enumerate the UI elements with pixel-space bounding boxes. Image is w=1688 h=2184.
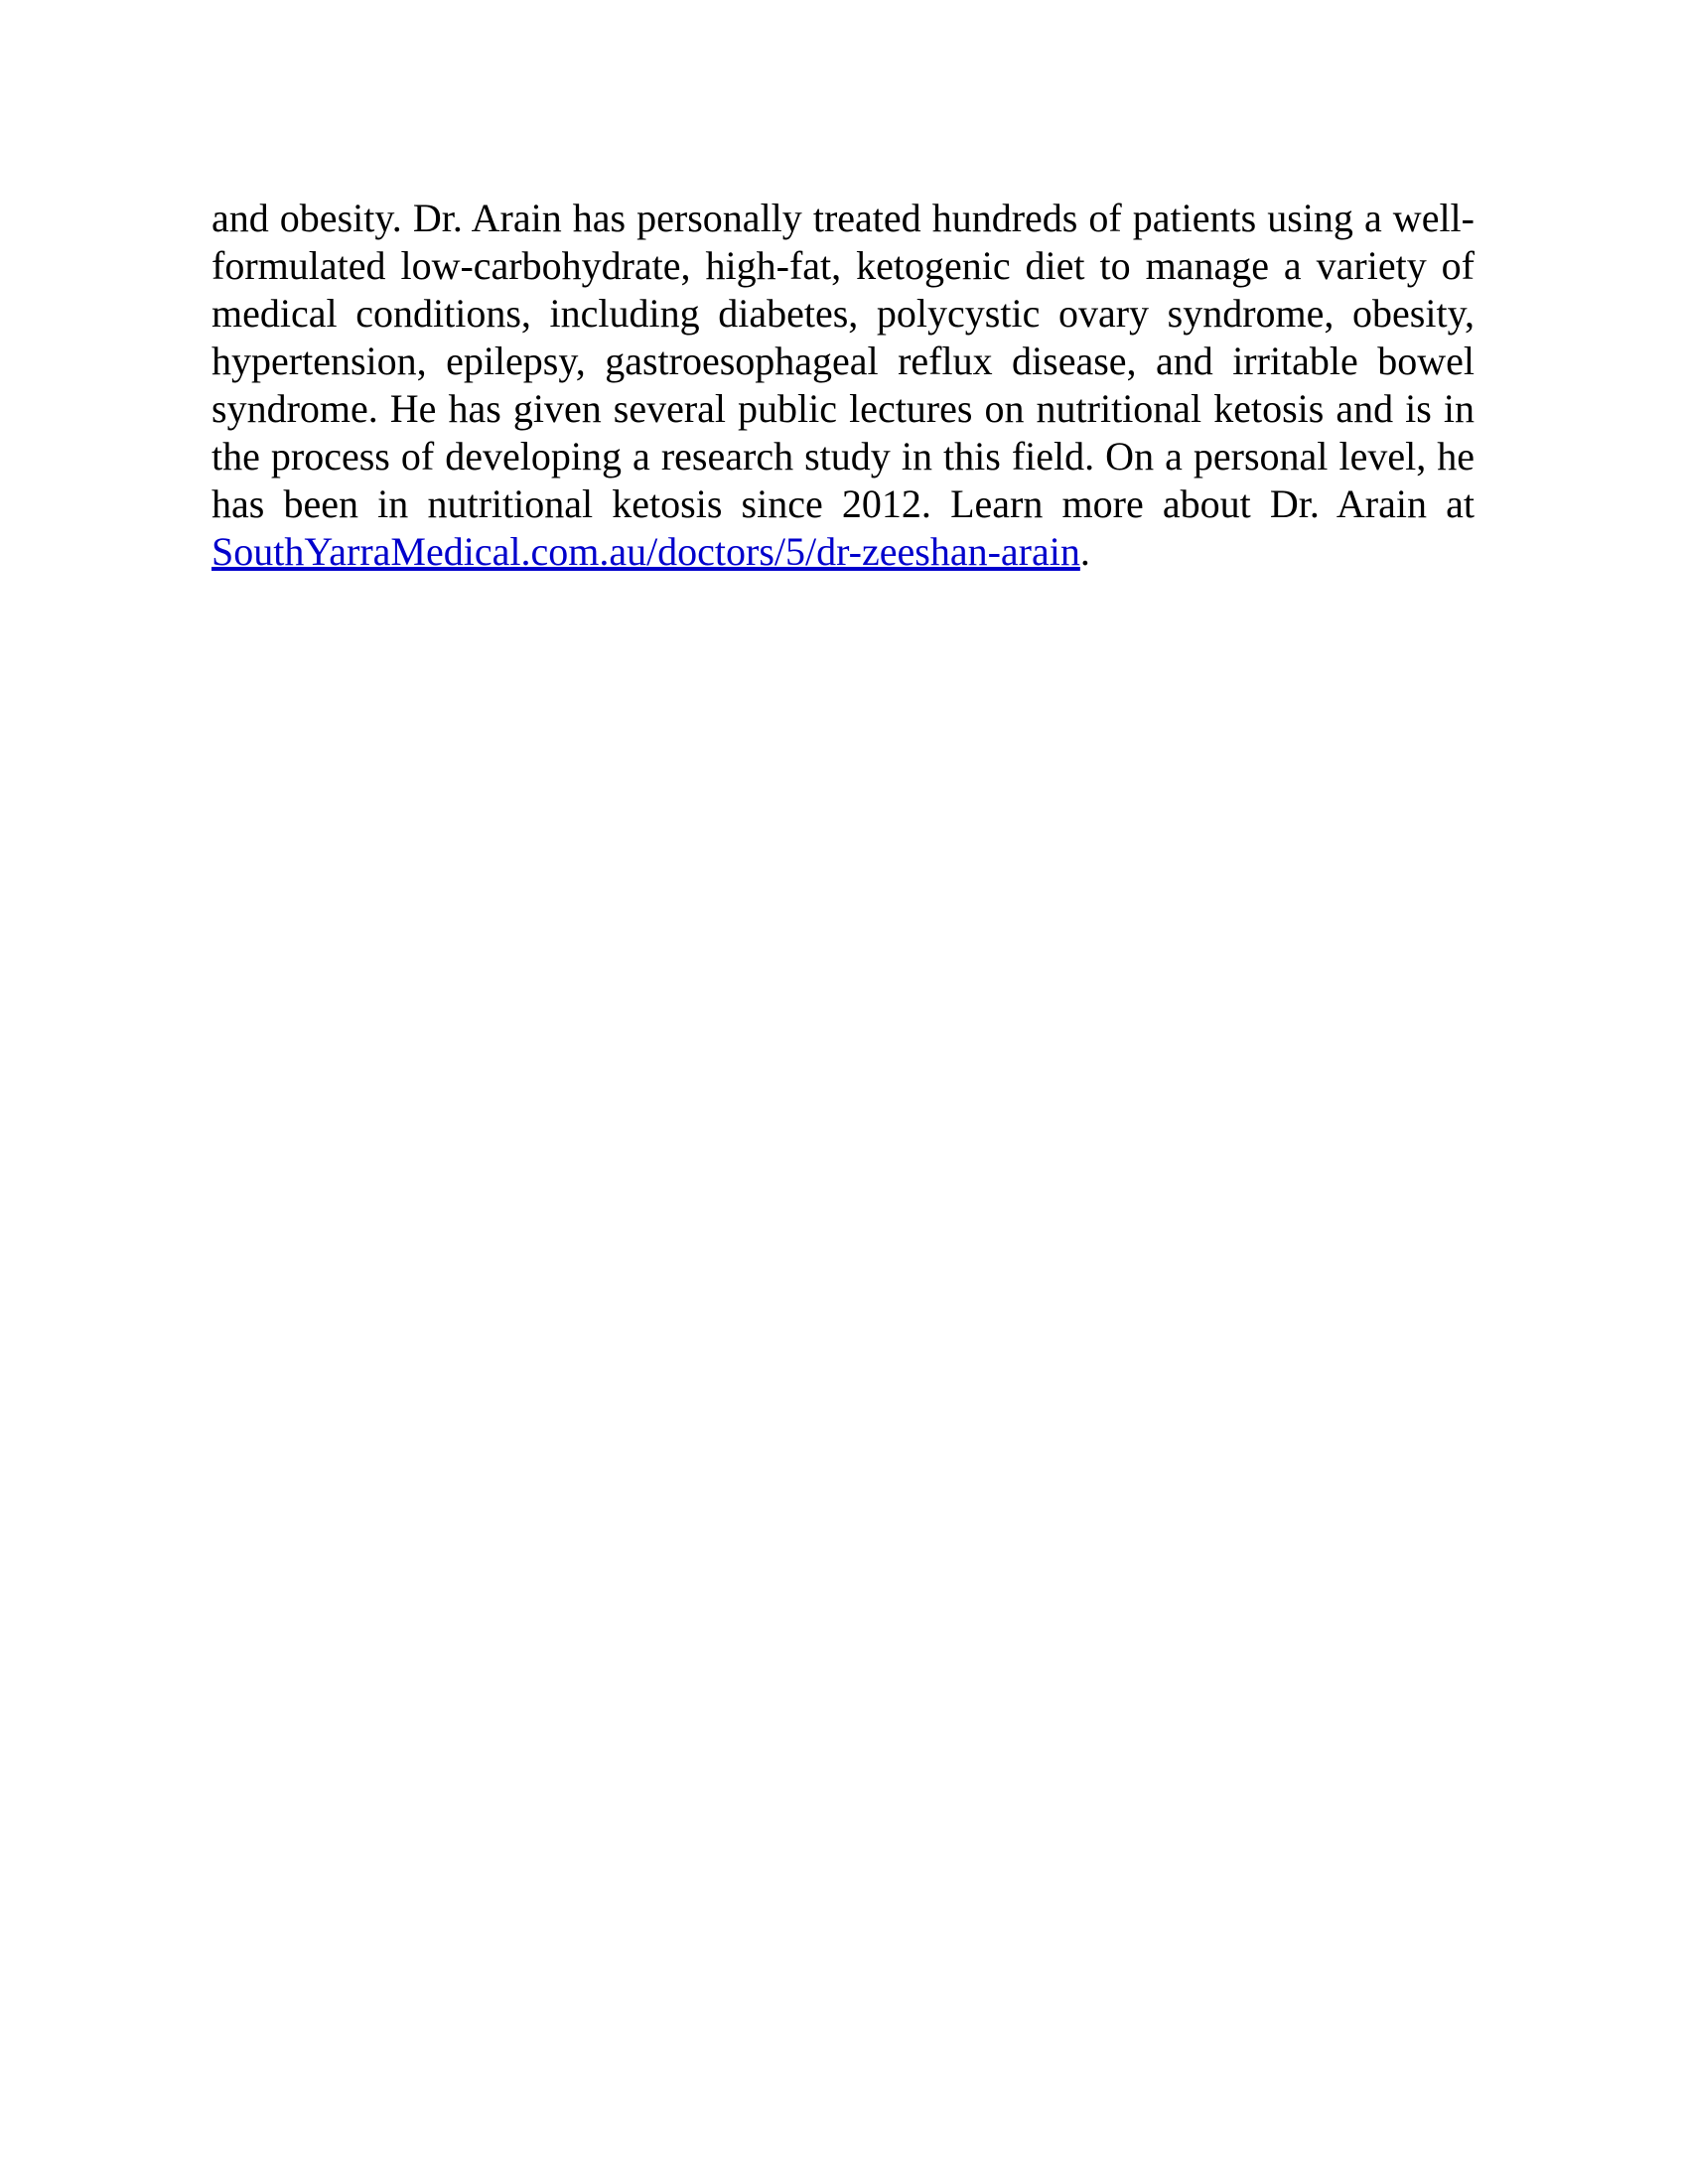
paragraph-text: and obesity. Dr. Arain has personally treated hundreds of patients using a well-formulated low-carbohydrate, high-fat, ketogenic diet to manage a variety of medical conditions, including diabetes, polycystic ovary syndrome, obesity, hypertension, epilepsy, gastroesophageal reflux disease, and irritable bowel syndrome. He has given several public lectures on nutritional ketosis and is in the process of developing a research study in this field. On a personal level, he has been in nutritional ketosis since 2012. Learn more about Dr. Arain at (211, 196, 1475, 526)
paragraph-end-punctuation: . (1079, 529, 1090, 574)
body-paragraph (211, 195, 1475, 576)
doctor-profile-link[interactable]: SouthYarraMedical.com.au/doctors/5/dr-zeeshan-arain (211, 529, 1080, 574)
